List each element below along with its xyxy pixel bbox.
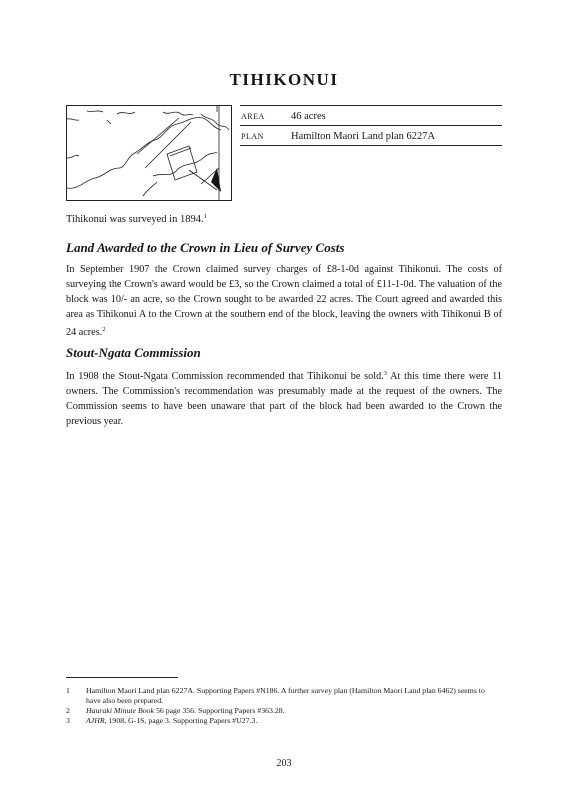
- page-title: TIHIKONUI: [229, 70, 339, 89]
- footnote-ref-2: 2: [102, 326, 106, 333]
- plan-row: [240, 125, 502, 145]
- footnote-text: Hamilton Maori Land plan 6227A. Supporting Papers #N186. A further survey plan (Hamilton Maori Land plan 6462) seems to have also been prepared.: [86, 686, 485, 705]
- section-heading-stout-ngata: Stout-Ngata Commission: [66, 345, 201, 360]
- footnote-text: [86, 716, 496, 726]
- page-number: 203: [276, 758, 292, 769]
- area-value: 46 acres: [291, 111, 326, 122]
- footnote-number: 3: [66, 715, 70, 725]
- footnote-text: [86, 706, 496, 716]
- stout-ngata-text-part2: At this time there were 11 owners. The Commission's recommendation was presumably made at the request of the owners. The Commission seems to have been unaware that part of the block had been awarded to the Crown the previous year.: [66, 371, 502, 427]
- plan-value: Hamilton Maori Land plan 6227A: [291, 131, 436, 142]
- footnote-number: 1: [66, 686, 70, 695]
- stout-ngata-text-part1: In 1908 the Stout-Ngata Commission recommended that Tihikonui be sold.: [66, 371, 384, 382]
- footnote-number: 2: [66, 705, 70, 715]
- area-row: [240, 106, 502, 125]
- survey-note-text: Tihikonui was surveyed in 1894.: [66, 214, 204, 225]
- footnote-3: [66, 716, 496, 726]
- footnote-source-title: Hauraki Minute Book: [86, 705, 154, 715]
- crown-award-paragraph: [66, 262, 502, 340]
- footnotes: [66, 686, 496, 726]
- footnote-divider: [66, 677, 178, 678]
- plan-label: PLAN: [241, 132, 264, 141]
- area-label: AREA: [241, 112, 265, 121]
- section-heading-crown-award: Land Awarded to the Crown in Lieu of Survey Costs: [66, 240, 345, 255]
- footnote-ref-3: 3: [383, 370, 387, 377]
- block-info-table: [240, 105, 502, 146]
- footnote-source-detail: 56 page 356. Supporting Papers #363.28.: [154, 705, 285, 715]
- footnote-ref-1: 1: [203, 213, 207, 220]
- map-drawing: [67, 106, 231, 200]
- stout-ngata-paragraph: [66, 366, 502, 429]
- footnote-source-title: AJHR: [86, 715, 105, 725]
- survey-note: [66, 213, 207, 225]
- location-map: [66, 105, 232, 201]
- crown-award-text: In September 1907 the Crown claimed survey charges of £8-1-0d against Tihikonui. The costs of surveying the Crown's award would be £3, so the Crown claimed a total of £11-1-0d. The valuation of the block was 10/- an acre, so the Crown sought to be awarded 22 acres. The Court agreed and awarded this area as Tihikonui A to the Crown at the southern end of the block, leaving the owners with Tihikonui B of 24 acres.: [66, 264, 502, 338]
- footnote-source-detail: , 1908, G-1S, page 3. Supporting Papers #U27.3.: [104, 715, 258, 725]
- footnote-2: [66, 706, 496, 716]
- footnote-1: [66, 686, 496, 705]
